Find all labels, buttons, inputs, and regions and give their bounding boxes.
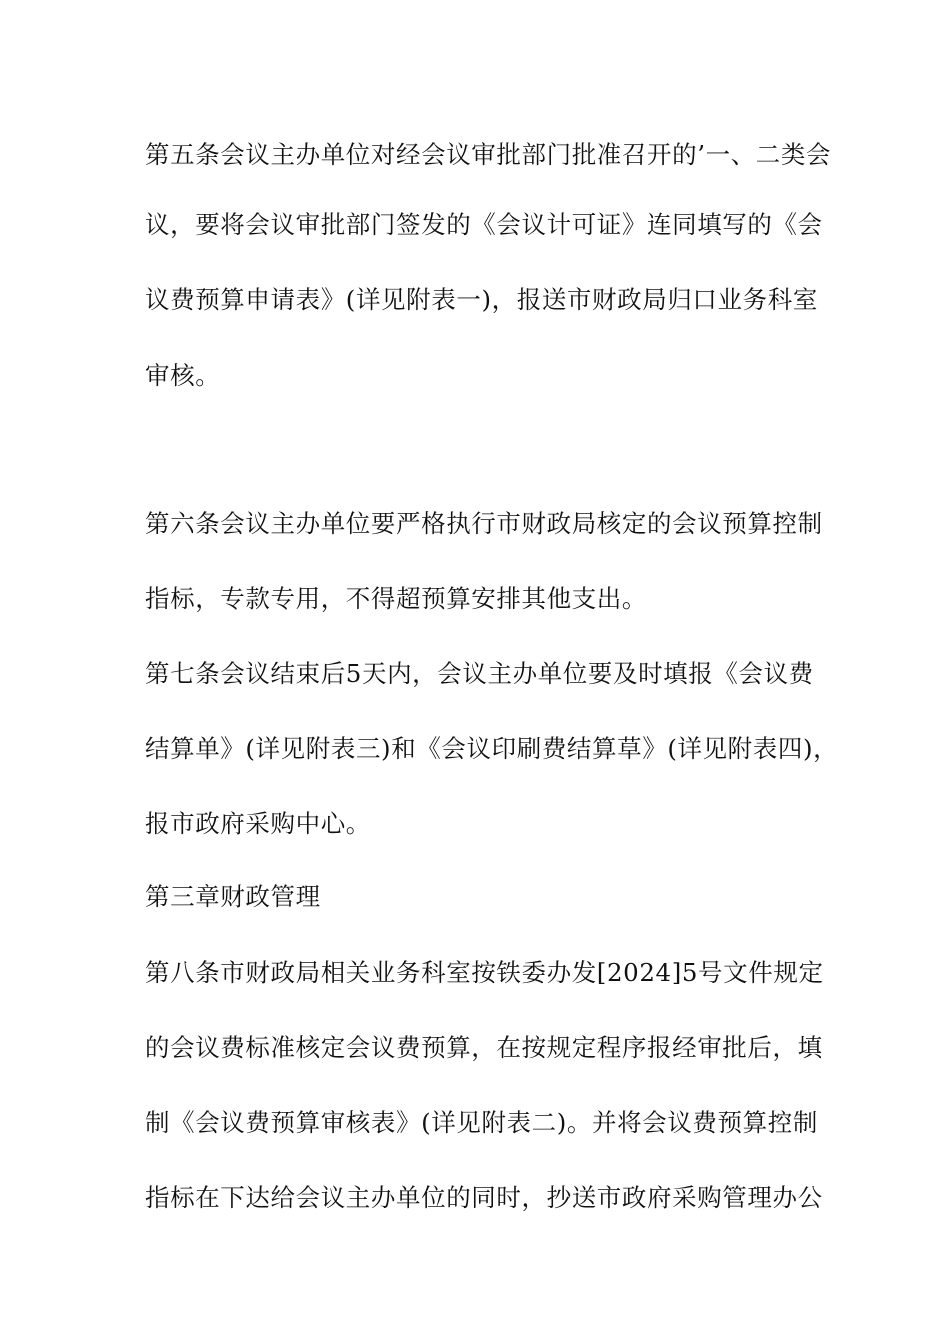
text-line: 制《会议费预算审核表》(详见附表二)。并将会议费预算控制	[145, 1108, 818, 1137]
text-line: 议，要将会议审批部门签发的《会议计可证》连同填写的《会	[145, 210, 823, 239]
text-line: 指标在下达给会议主办单位的同时，抄送市政府采购管理办公	[145, 1183, 823, 1212]
text-line: 第五条会议主办单位对经会议审批部门批准召开的’一、二类会	[145, 140, 832, 169]
text-line: 指标，专款专用，不得超预算安排其他支出。	[145, 584, 647, 613]
text-line: 第七条会议结束后5天内，会议主办单位要及时填报《会议费	[145, 659, 814, 688]
text-line: 议费预算申请表》(详见附表一)，报送市财政局归口业务科室	[145, 285, 818, 314]
text-line: 结算单》(详见附表三)和《会议印刷费结算草》(详见附表四)，	[145, 734, 839, 763]
text-line: 审核。	[145, 361, 221, 390]
text-line: 报市政府采购中心。	[145, 809, 371, 838]
text-line: 第八条市财政局相关业务科室按铁委办发[2024]5号文件规定	[145, 958, 824, 987]
text-line: 第六条会议主办单位要严格执行市财政局核定的会议预算控制	[145, 509, 823, 538]
text-line: 的会议费标准核定会议费预算，在按规定程序报经审批后，填	[145, 1033, 823, 1062]
section-heading: 第三章财政管理	[145, 882, 321, 911]
